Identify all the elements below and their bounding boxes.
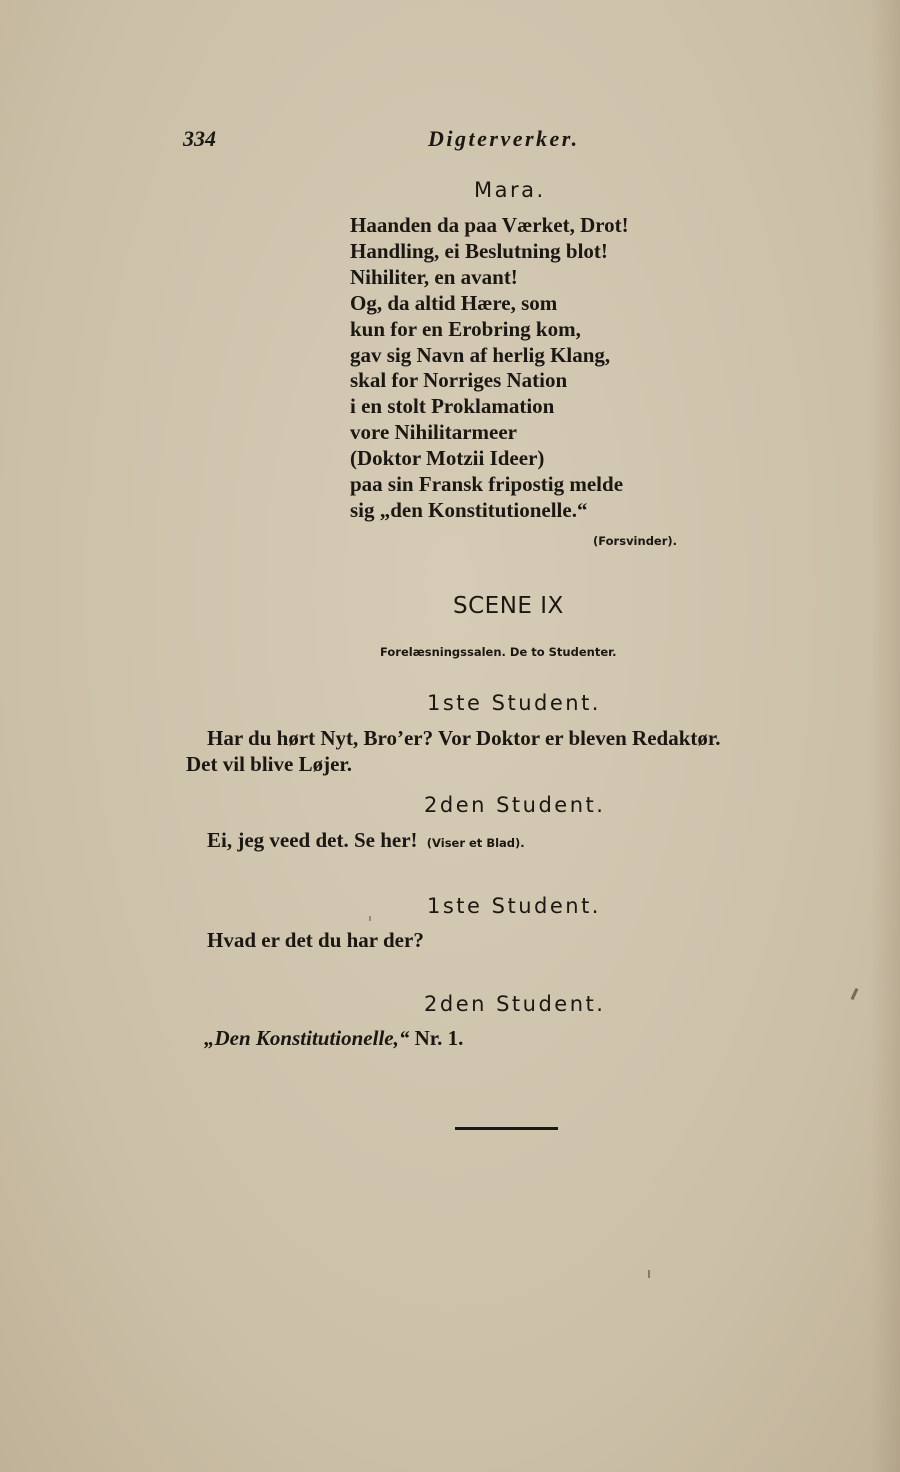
verse-line: Handling, ei Beslutning blot! <box>350 238 608 263</box>
dialog-line: Det vil blive Løjer. <box>186 752 353 776</box>
stage-direction: (Viser et Blad). <box>426 836 525 850</box>
verse-line: gav sig Navn af herlig Klang, <box>350 342 611 367</box>
dialog-line <box>207 828 525 853</box>
end-rule <box>455 1127 558 1130</box>
running-title: Digterverker. <box>428 126 580 151</box>
dialog-text: Nr. 1. <box>414 1026 464 1050</box>
dialog-line <box>204 1026 463 1051</box>
verse-line: skal for Norriges Nation <box>350 368 568 393</box>
scene-setting: Forelæsningssalen. De to Studenter. <box>380 645 617 659</box>
verse-block <box>350 213 629 524</box>
newspaper-title: „Den Konstitutionelle,“ <box>204 1026 410 1050</box>
verse-line: i en stolt Proklamation <box>350 394 555 419</box>
speaker-student-1: 1ste Student. <box>427 894 601 918</box>
stage-direction-exit: (Forsvinder). <box>593 534 678 548</box>
verse-line: vore Nihilitarmeer <box>350 420 517 445</box>
speaker-student-2: 2den Student. <box>424 793 606 817</box>
speaker-mara: Mara. <box>474 178 546 202</box>
page-edge-shadow <box>870 0 900 1472</box>
paper-speck <box>851 988 859 1000</box>
speaker-student-1: 1ste Student. <box>427 691 601 715</box>
dialog-line: Hvad er det du har der? <box>207 928 424 952</box>
verse-line: Og, da altid Hære, som <box>350 290 558 315</box>
verse-line: Haanden da paa Værket, Drot! <box>350 213 629 237</box>
dialog-text: Ei, jeg veed det. Se her! <box>207 828 418 852</box>
paper-speck <box>648 1270 650 1278</box>
dialog-line: Har du hørt Nyt, Bro’er? Vor Doktor er bleven Redaktør. <box>207 726 721 750</box>
verse-line: sig „den Konstitutionelle.“ <box>350 497 588 522</box>
verse-line: Nihiliter, en avant! <box>350 264 518 289</box>
speaker-student-2: 2den Student. <box>424 992 606 1016</box>
page-number: 334 <box>183 126 216 151</box>
verse-line: kun for en Erobring kom, <box>350 316 581 341</box>
paper-speck <box>369 916 371 921</box>
verse-line: (Doktor Motzii Ideer) <box>350 446 545 471</box>
verse-line: paa sin Fransk fripostig melde <box>350 472 624 497</box>
scene-title: SCENE IX <box>453 593 564 619</box>
